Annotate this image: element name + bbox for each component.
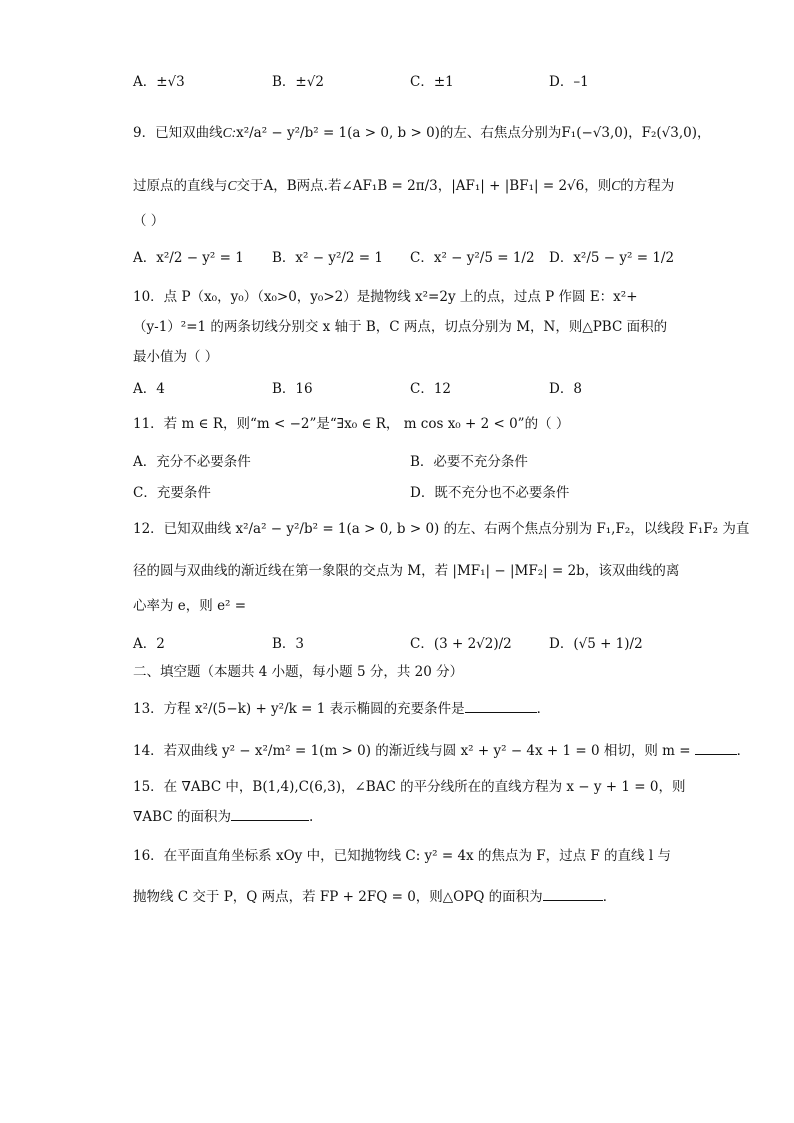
q9-paren: （ ） (133, 213, 165, 229)
q16-line-2 (133, 887, 616, 907)
q16-period: ． (602, 889, 617, 905)
q8-option-a: A．±√3 (133, 74, 185, 90)
q9-var: C (611, 178, 621, 193)
q9-foci: F₁(−√3,0)，F₂(√3,0)， (561, 125, 711, 141)
q12-line-2: 径的圆与双曲线的渐近线在第一象限的交点为 M，若 |MF₁| − |MF₂| = 2b，该双曲线的离 (133, 563, 680, 579)
q14-text: 14．若双曲线 y² − x²/m² = 1(m > 0) 的渐近线与圆 x² + y² − 4x + 1 = 0 相切，则 m = (133, 743, 691, 759)
q13-line (133, 699, 550, 719)
q9-equation: x²/a² − y²/b² = 1(a > 0, b > 0) (236, 125, 440, 141)
q10-option-b: B．16 (272, 381, 313, 397)
q12-options (133, 633, 693, 655)
q15-period: . (308, 809, 314, 825)
q12-option-d: D．(√5 + 1)/2 (549, 636, 643, 652)
q11-option-d: D．既不充分也不必要条件 (410, 485, 570, 501)
q9-text: 过原点的直线与 (133, 178, 228, 194)
q14-period: ． (736, 743, 751, 759)
q8-option-c: C．±1 (410, 74, 454, 90)
q16-line-1: 16．在平面直角坐标系 xOy 中，已知抛物线 C: y² = 4x 的焦点为 F，过点 F 的直线 l 与 (133, 848, 671, 864)
q9-var: C: (222, 125, 237, 140)
q9-option-d: D．x²/5 − y² = 1/2 (549, 250, 675, 266)
q12-option-a: A．2 (133, 636, 165, 652)
q11-options-row2 (133, 482, 693, 504)
q8-option-d: D．–1 (549, 74, 589, 90)
q9-text: 的左、右焦点分别为 (439, 125, 562, 141)
q8-option-b: B．±√2 (272, 74, 324, 90)
q9-option-a: A．x²/2 − y² = 1 (133, 250, 244, 266)
q9-line-2 (133, 176, 674, 196)
q10-options (133, 378, 693, 400)
q10-option-d: D．8 (549, 381, 582, 397)
section-heading: 二、填空题（本题共 4 小题，每小题 5 分，共 20 分） (133, 664, 464, 680)
q9-text: 9．已知双曲线 (133, 125, 223, 141)
q11-line-1: 11．若 m ∈ R，则“m < −2”是“∃x₀ ∈ R， m cos x₀ + 2 < 0”的（ ） (133, 416, 570, 432)
q15-answer-blank[interactable] (231, 820, 309, 821)
q11-option-a: A．充分不必要条件 (133, 454, 251, 470)
q11-option-b: B．必要不充分条件 (410, 454, 528, 470)
q8-options (133, 71, 693, 93)
q9-text: 的方程为 (620, 178, 675, 194)
q9-option-b: B．x² − y²/2 = 1 (272, 250, 383, 266)
q12-line-3: 心率为 e，则 e² = (133, 598, 247, 614)
q9-option-c: C．x² − y²/5 = 1/2 (410, 250, 535, 266)
q16-text: 抛物线 C 交于 P，Q 两点，若 FP + 2FQ = 0，则△OPQ 的面积为 (133, 889, 543, 905)
q15-line-1: 15．在 ∇ABC 中，B(1,4),C(6,3)，∠BAC 的平分线所在的直线方程为 x − y + 1 = 0，则 (133, 779, 686, 795)
q13-period: ． (536, 701, 551, 717)
q14-answer-blank[interactable] (695, 754, 737, 755)
q12-option-b: B．3 (272, 636, 305, 652)
q9-options (133, 247, 693, 269)
q14-line (133, 741, 750, 761)
q10-option-a: A．4 (133, 381, 165, 397)
q15-text: ∇ABC 的面积为 (133, 809, 231, 825)
q10-option-c: C．12 (410, 381, 452, 397)
q13-text: 13．方程 x²/(5−k) + y²/k = 1 表示椭圆的充要条件是 (133, 701, 465, 717)
q13-answer-blank[interactable] (465, 712, 537, 713)
q11-options-row1 (133, 451, 693, 473)
q16-answer-blank[interactable] (543, 900, 603, 901)
q11-option-c: C．充要条件 (133, 485, 211, 501)
q10-line-1: 10．点 P（x₀，y₀）（x₀>0，y₀>2）是抛物线 x²=2y 上的点，过点 P 作圆 E：x²+ (133, 289, 638, 305)
q12-option-c: C．(3 + 2√2)/2 (410, 636, 512, 652)
q12-line-1: 12．已知双曲线 x²/a² − y²/b² = 1(a > 0, b > 0) 的左、右两个焦点分别为 F₁,F₂，以线段 F₁F₂ 为直 (133, 521, 750, 537)
q9-condition: 交于A，B两点.若∠AF₁B = 2π/3，|AF₁| + |BF₁| = 2√6，则 (236, 178, 612, 194)
q15-line-2 (133, 807, 313, 827)
q9-var: C (227, 178, 237, 193)
q10-line-2: （y-1）²=1 的两条切线分别交 x 轴于 B，C 两点，切点分别为 M，N，则△PBC 面积的 (133, 319, 668, 335)
q9-line-1 (133, 123, 711, 143)
q10-line-3: 最小值为（ ） (133, 349, 219, 365)
